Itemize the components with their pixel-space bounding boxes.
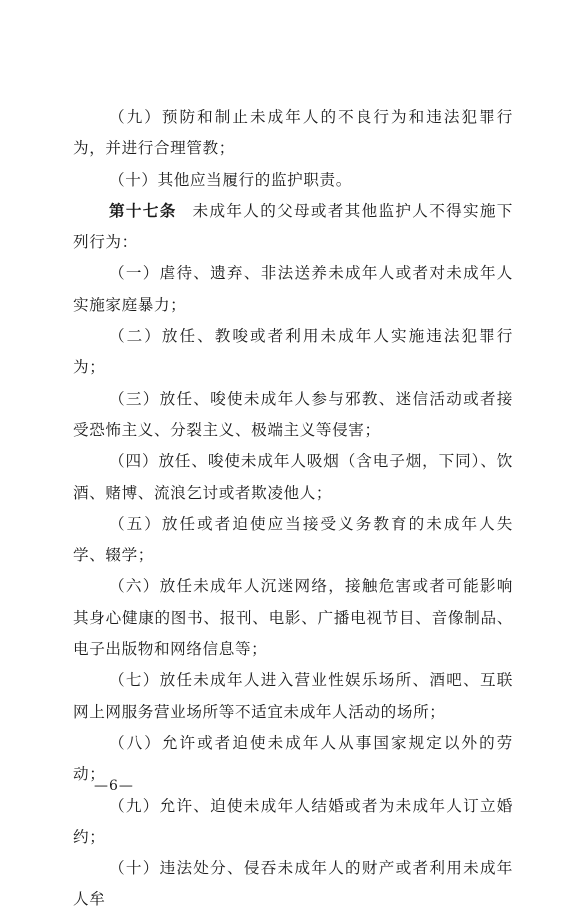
document-body bbox=[73, 102, 513, 916]
paragraph-text: （九）预防和制止未成年人的不良行为和违法犯罪行为，并进行合理管教； bbox=[73, 108, 513, 158]
paragraph-text: （十）违法处分、侵吞未成年人的财产或者利用未成年人牟 bbox=[73, 859, 513, 909]
paragraph-text: （二）放任、教唆或者利用未成年人实施违法犯罪行为； bbox=[73, 327, 513, 377]
paragraph-text: （十）其他应当履行的监护职责。 bbox=[109, 170, 352, 189]
article-17-paragraph bbox=[73, 196, 513, 259]
prohibited-item-2 bbox=[73, 321, 513, 384]
article-title: 第十七条 bbox=[109, 201, 177, 220]
prohibited-item-3 bbox=[73, 384, 513, 447]
paragraph-text: （九）允许、迫使未成年人结婚或者为未成年人订立婚约； bbox=[73, 796, 513, 846]
prohibited-item-10 bbox=[73, 853, 513, 916]
paragraph-text: （三）放任、唆使未成年人参与邪教、迷信活动或者接受恐怖主义、分裂主义、极端主义等侵害； bbox=[73, 389, 513, 439]
paragraph-text: 未成年人的父母或者其他监护人不得实施下列行为： bbox=[73, 201, 513, 252]
prohibited-item-7 bbox=[73, 665, 513, 728]
paragraph-item-9 bbox=[73, 102, 513, 165]
paragraph-item-10 bbox=[73, 165, 513, 196]
page-number: —6— bbox=[94, 778, 134, 794]
paragraph-text: （一）虐待、遗弃、非法送养未成年人或者对未成年人实施家庭暴力； bbox=[73, 264, 513, 314]
paragraph-text: （八）允许或者迫使未成年人从事国家规定以外的劳动； bbox=[73, 733, 513, 784]
prohibited-item-5 bbox=[73, 509, 513, 572]
paragraph-text: （六）放任未成年人沉迷网络，接触危害或者可能影响其身心健康的图书、报刊、电影、广播电视节目、音像制品、电子出版物和网络信息等； bbox=[73, 577, 513, 659]
paragraph-text: （七）放任未成年人进入营业性娱乐场所、酒吧、互联网上网服务营业场所等不适宜未成年人活动的场所； bbox=[73, 671, 513, 721]
paragraph-text: （四）放任、唆使未成年人吸烟（含电子烟，下同）、饮酒、赌博、流浪乞讨或者欺凌他人； bbox=[73, 452, 513, 502]
paragraph-text: （五）放任或者迫使应当接受义务教育的未成年人失学、辍学； bbox=[73, 514, 513, 565]
prohibited-item-4 bbox=[73, 446, 513, 509]
prohibited-item-8 bbox=[73, 728, 513, 791]
prohibited-item-1 bbox=[73, 258, 513, 321]
prohibited-item-9 bbox=[73, 791, 513, 854]
prohibited-item-6 bbox=[73, 571, 513, 665]
